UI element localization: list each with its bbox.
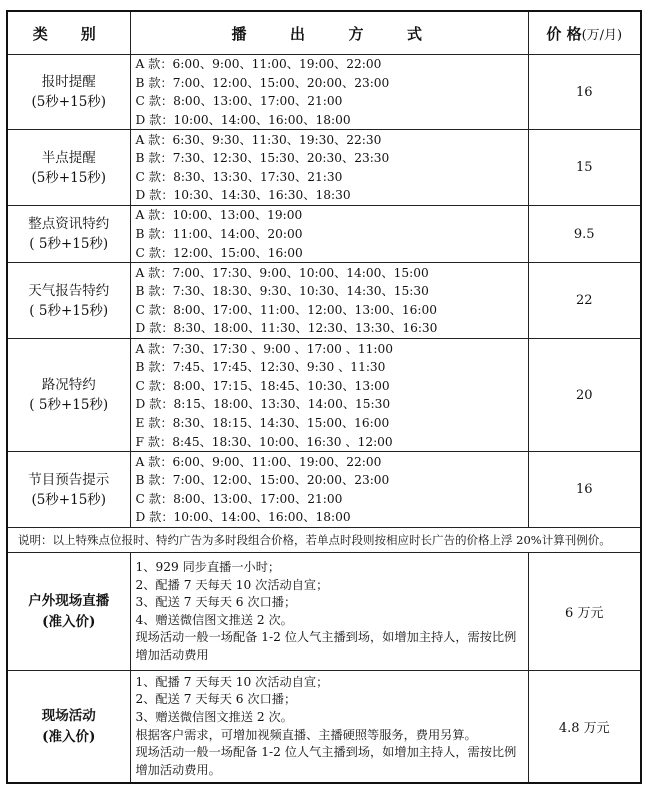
header-row <box>7 11 641 55</box>
schedule-line: C 款：8:00、17:15、18:45、10:30、13:00 <box>135 378 390 393</box>
package-line: 1、配播 7 天每天 10 次活动自宣； <box>135 674 329 689</box>
package-line: 现场活动一般一场配备 1-2 位人气主播到场，如增加主持人，需按比例增加活动费用 <box>135 630 517 663</box>
schedule-line: C 款：8:00、13:00、17:00、21:00 <box>135 491 343 506</box>
category-duration: ( 5秒+15秒) <box>29 302 109 319</box>
schedule-line: A 款：7:00、17:30、9:00、10:00、14:00、15:00 <box>135 265 429 280</box>
package-line: 现场活动一般一场配备 1-2 位人气主播到场，如增加主持人，需按比例增加活动费用。 <box>135 745 517 777</box>
category-name: 半点提醒 <box>41 149 96 166</box>
schedule-line: C 款：12:00、15:00、16:00 <box>135 245 303 260</box>
package-price: 4.8 万元 <box>528 671 641 783</box>
package-description <box>130 671 528 783</box>
category-duration: (5秒+15秒) <box>31 94 107 111</box>
package-title-cell <box>7 671 130 783</box>
row-schedule <box>130 452 528 528</box>
package-line: 根据客户需求，可增加视频直播、主播硬照等服务，费用另算。 <box>135 727 477 742</box>
schedule-line: D 款：10:00、14:00、16:00、18:00 <box>135 112 351 127</box>
package-line: 3、配送 7 天每天 6 次口播； <box>135 595 297 610</box>
package-row <box>7 553 641 671</box>
schedule-line: A 款：6:30、9:30、11:30、19:30、22:30 <box>135 132 382 147</box>
row-category <box>7 206 130 263</box>
header-price-unit: (万/月) <box>581 27 623 43</box>
rate-card <box>6 10 640 784</box>
category-duration: (5秒+15秒) <box>31 169 107 186</box>
schedule-line: A 款：10:00、13:00、19:00 <box>135 208 303 223</box>
package-row <box>7 671 641 783</box>
pricing-note: 说明：以上特殊点位报时、特约广告为多时段组合价格，若单点时段则按相应时长广告的价格上浮 20%计算刊例价。 <box>7 528 641 553</box>
table-row <box>7 263 641 339</box>
row-schedule <box>130 206 528 263</box>
category-name: 天气报告特约 <box>28 282 110 299</box>
row-price: 15 <box>528 130 641 206</box>
category-duration: ( 5秒+15秒) <box>29 236 109 253</box>
schedule-line: A 款：6:00、9:00、11:00、19:00、22:00 <box>135 454 382 469</box>
category-name: 节目预告提示 <box>28 471 110 488</box>
schedule-line: D 款：8:30、18:00、11:30、12:30、13:30、16:30 <box>135 321 438 336</box>
schedule-line: B 款：7:00、12:00、15:00、20:00、23:00 <box>135 75 390 90</box>
schedule-line: F 款：8:45、18:30、10:00、16:30 、12:00 <box>135 434 393 449</box>
package-line: 1、929 同步直播一小时； <box>135 560 281 575</box>
schedule-line: C 款：8:00、13:00、17:00、21:00 <box>135 94 343 109</box>
package-description <box>130 553 528 671</box>
schedule-line: A 款：6:00、9:00、11:00、19:00、22:00 <box>135 57 382 71</box>
category-name: 整点资讯特约 <box>28 216 110 233</box>
schedule-line: D 款：10:00、14:00、16:00、18:00 <box>135 510 351 525</box>
row-price: 9.5 <box>528 206 641 263</box>
row-price: 16 <box>528 55 641 130</box>
row-category <box>7 130 130 206</box>
header-category: 类 别 <box>7 11 130 55</box>
header-method: 播 出 方 式 <box>130 11 528 55</box>
schedule-line: C 款：8:30、13:30、17:30、21:30 <box>135 169 343 184</box>
table-row <box>7 339 641 452</box>
schedule-line: B 款：7:00、12:00、15:00、20:00、23:00 <box>135 473 390 488</box>
category-name: 报时提醒 <box>41 74 96 91</box>
rate-table <box>6 10 642 784</box>
schedule-line: C 款：8:00、17:00、11:00、12:00、13:00、16:00 <box>135 302 437 317</box>
schedule-line: D 款：8:15、18:00、13:30、14:00、15:30 <box>135 397 391 412</box>
row-category <box>7 55 130 130</box>
package-line: 3、赠送微信图文推送 2 次。 <box>135 710 293 725</box>
note-row <box>7 528 641 553</box>
table-row <box>7 452 641 528</box>
schedule-line: B 款：7:30、12:30、15:30、20:30、23:30 <box>135 151 390 166</box>
schedule-line: A 款：7:30、17:30 、9:00 、17:00 、11:00 <box>135 341 394 356</box>
table-row <box>7 130 641 206</box>
package-price: 6 万元 <box>528 553 641 671</box>
row-category <box>7 263 130 339</box>
row-schedule <box>130 339 528 452</box>
schedule-line: B 款：7:45、17:45、12:30、9:30 、11:30 <box>135 360 386 375</box>
table-row <box>7 206 641 263</box>
package-title-cell <box>7 553 130 671</box>
category-duration: ( 5秒+15秒) <box>29 397 109 414</box>
row-price: 16 <box>528 452 641 528</box>
schedule-line: B 款：7:30、18:30、9:30、10:30、14:30、15:30 <box>135 284 429 299</box>
row-schedule <box>130 55 528 130</box>
row-schedule <box>130 130 528 206</box>
package-line: 2、配播 7 天每天 10 次活动自宣； <box>135 577 329 592</box>
package-line: 4、赠送微信图文推送 2 次。 <box>135 612 293 627</box>
schedule-line: D 款：10:30、14:30、16:30、18:30 <box>135 188 351 203</box>
row-category <box>7 339 130 452</box>
table-row <box>7 55 641 130</box>
package-subtitle: (准入价) <box>42 728 96 745</box>
row-price: 20 <box>528 339 641 452</box>
package-subtitle: (准入价) <box>42 613 96 630</box>
category-name: 路况特约 <box>41 377 96 394</box>
row-schedule <box>130 263 528 339</box>
row-category <box>7 452 130 528</box>
package-line: 2、配送 7 天每天 6 次口播； <box>135 692 297 707</box>
package-title: 现场活动 <box>41 707 96 724</box>
package-title: 户外现场直播 <box>28 592 110 609</box>
header-price: 价 格(万/月) <box>528 11 641 55</box>
row-price: 22 <box>528 263 641 339</box>
schedule-line: E 款：8:30、18:15、14:30、15:00、16:00 <box>135 415 390 430</box>
category-duration: (5秒+15秒) <box>31 491 107 508</box>
schedule-line: B 款：11:00、14:00、20:00 <box>135 227 303 242</box>
